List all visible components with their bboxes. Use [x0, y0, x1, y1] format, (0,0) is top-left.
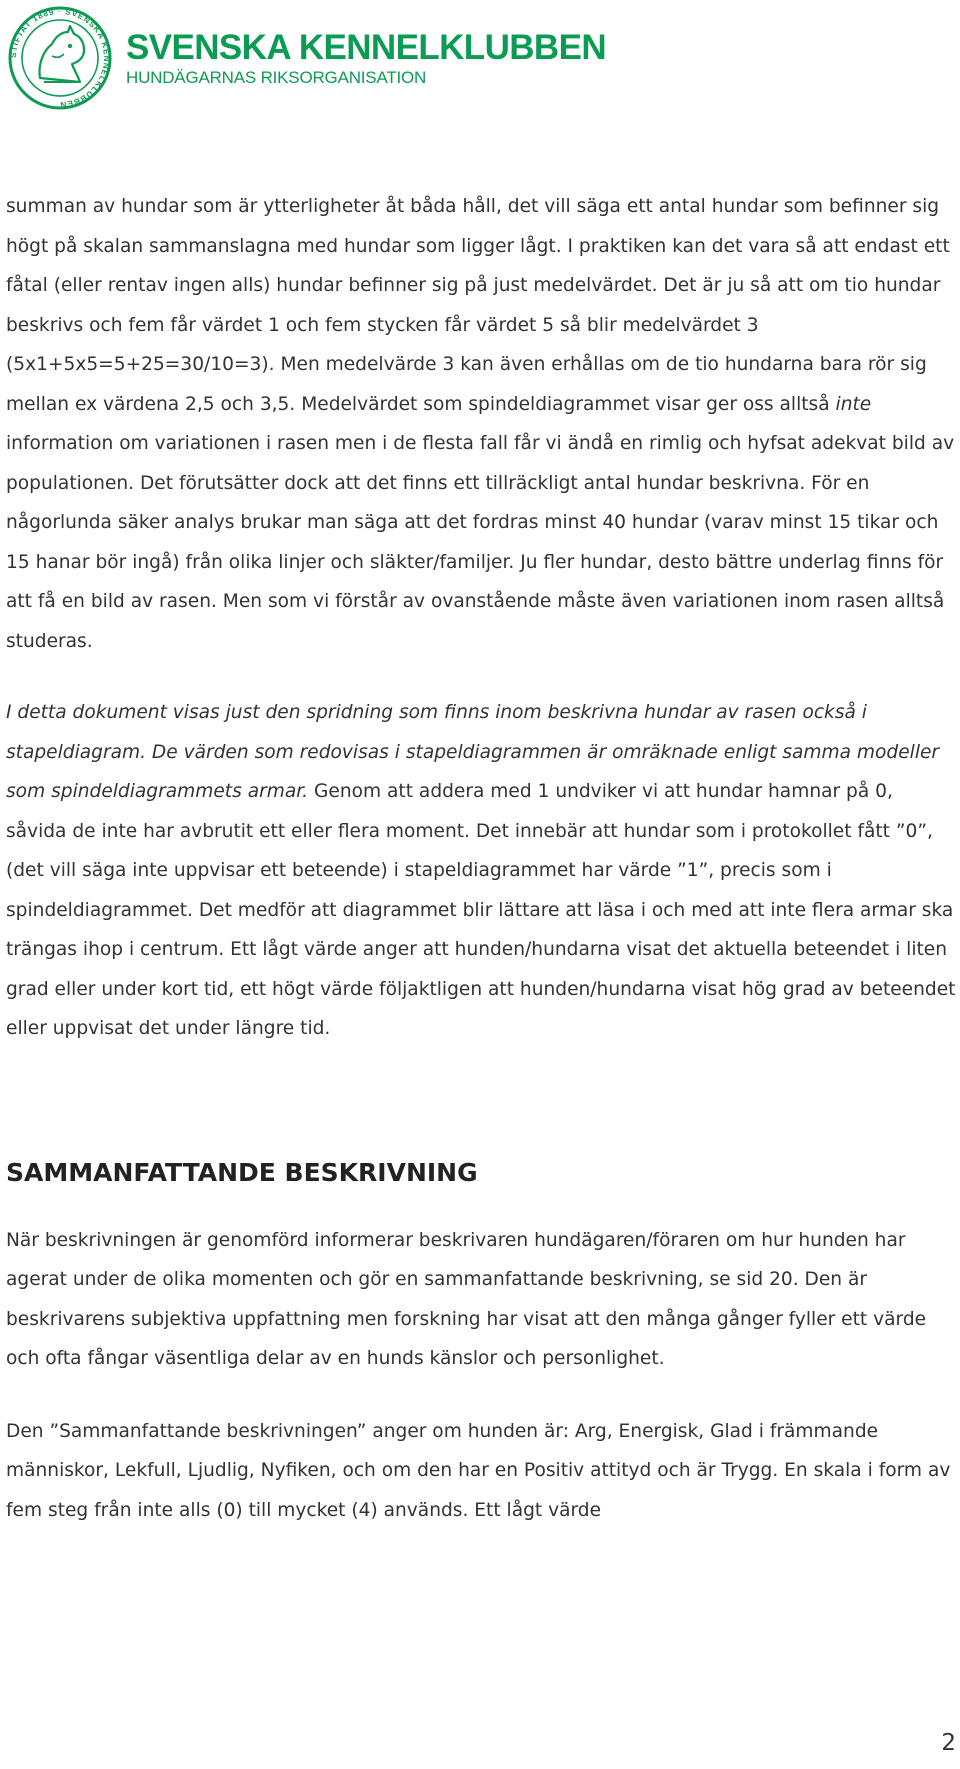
section-heading: SAMMANFATTANDE BESKRIVNING: [6, 1157, 478, 1187]
paragraph-summary-traits: Den ”Sammanfattande beskrivningen” anger om hunden är: Arg, Energisk, Glad i främmande människor, Lekfull, Ljudlig, Nyfiken, och om den har en Positiv attityd och är Trygg. En skala i form av fem steg från inte alls (0) till mycket (4) används. Ett lågt värde: [6, 1420, 951, 1521]
kennel-club-logo: [8, 6, 112, 110]
paragraph-average-variation: [6, 187, 956, 661]
emphasis-text: I detta dokument visas just den spridning som finns inom beskrivna hundar av rasen också i stapeldiagram. De värden som redovisas i stapeldiagrammen är omräknade enligt samma modeller som spindeldiagrammets armar.: [6, 702, 940, 802]
paragraph-text: summan av hundar som är ytterligheter åt båda håll, det vill säga ett antal hundar som befinner sig högt på skalan sammanslagna med hundar som ligger lågt. I praktiken kan det vara så att endast ett fåtal (eller rentav ingen alls) hundar befinner sig på just medelvärdet. Det är ju så att om tio hundar beskrivs och fem får värdet 1 och fem stycken får värdet 5 så blir medelvärdet 3 (5x1+5x5=5+25=30/10=3). Men medelvärde 3 kan även erhållas om de tio hundarna bara rör sig mellan ex värdena 2,5 och 3,5. Medelvärdet som spindeldiagrammet visar ger oss alltså: [6, 196, 950, 415]
brand-tagline: HUNDÄGARNAS RIKSORGANISATION: [126, 68, 427, 87]
paragraph-text: Genom att addera med 1 undviker vi att hundar hamnar på 0, såvida de inte har avbrutit ett eller flera moment. Det innebär att hundar som i protokollet fått ”0”, (det vill säga inte uppvisar ett beteende) i stapeldiagrammet har värde ”1”, precis som i spindeldiagrammet. Det medför att diagrammet blir lättare att läsa i och med att inte flera armar ska trängas ihop i centrum. Ett lågt värde anger att hunden/hundarna visat det aktuella beteendet i liten grad eller under kort tid, ett högt värde följaktligen att hunden/hundarna visat hög grad av beteendet eller uppvisat det under längre tid.: [6, 781, 956, 1039]
document-body: [6, 187, 956, 1530]
page-number: 2: [941, 1730, 956, 1756]
paragraph-text: information om variationen i rasen men i de flesta fall får vi ändå en rimlig och hyfsat adekvat bild av populationen. Det förutsätter dock att det finns ett tillräckligt antal hundar beskrivna. För en någorlunda säker analys brukar man säga att det fordras minst 40 hundar (varav minst 15 tikar och 15 hanar bör ingå) från olika linjer och släkter/familjer. Ju fler hundar, desto bättre underlag finns för att få en bild av rasen. Men som vi förstår av ovanstående måste även variationen inom rasen alltså studeras.: [6, 433, 955, 652]
svg-text:STIFTAT 1889 · SVENSKA KENNELK: STIFTAT 1889 · SVENSKA KENNELKLUBBEN: [8, 6, 112, 110]
page-header: [8, 6, 628, 110]
paragraph-bar-charts: [6, 693, 956, 1049]
brand-block: [126, 28, 606, 88]
brand-name: SVENSKA KENNELKLUBBEN: [126, 28, 607, 67]
emphasis-text: inte: [835, 393, 872, 415]
paragraph-summary-description: När beskrivningen är genomförd informerar beskrivaren hundägaren/föraren om hur hunden har agerat under de olika momenten och gör en sammanfattande beskrivning, se sid 20. Den är beskrivarens subjektiva uppfattning men forskning har visat att den många gånger fyller ett värde och ofta fångar väsentliga delar av en hunds känslor och personlighet.: [6, 1229, 927, 1369]
